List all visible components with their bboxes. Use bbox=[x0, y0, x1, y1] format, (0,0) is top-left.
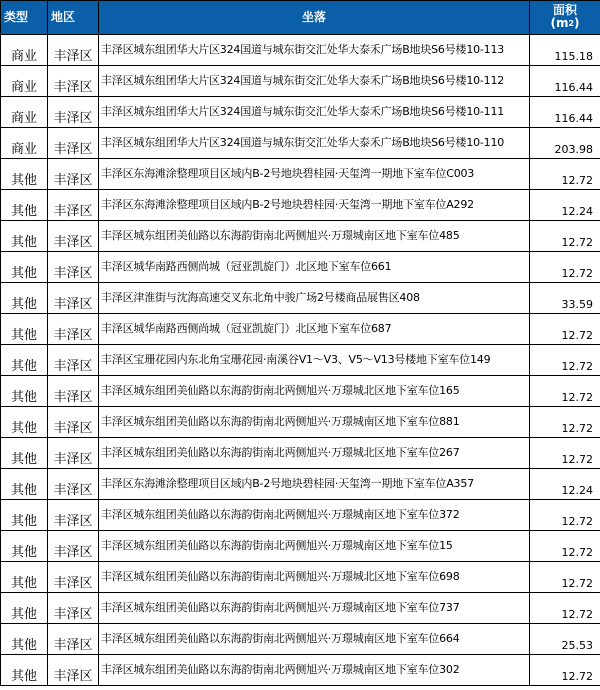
type-cell: 商业 bbox=[1, 35, 48, 66]
table-row[interactable] bbox=[1, 407, 600, 438]
district-cell: 丰泽区 bbox=[48, 314, 99, 345]
type-cell: 其他 bbox=[1, 159, 48, 190]
area-cell: 12.72 bbox=[530, 345, 600, 376]
area-cell: 12.72 bbox=[530, 500, 600, 531]
type-cell: 商业 bbox=[1, 66, 48, 97]
district-cell: 丰泽区 bbox=[48, 562, 99, 593]
column-header-area[interactable] bbox=[530, 1, 600, 35]
location-cell: 丰泽区津淮街与沈海高速交叉东北角中骏广场2号楼商品展售区408 bbox=[99, 283, 530, 314]
area-cell: 12.72 bbox=[530, 376, 600, 407]
area-cell: 12.72 bbox=[530, 159, 600, 190]
table-row[interactable] bbox=[1, 593, 600, 624]
area-header-line1: 面积 bbox=[552, 3, 577, 17]
table-row[interactable] bbox=[1, 252, 600, 283]
table-row[interactable] bbox=[1, 655, 600, 686]
location-cell: 丰泽区城东组团美仙路以东海韵街南北两侧旭兴·万璟城北区地下室车位165 bbox=[99, 376, 530, 407]
type-cell: 其他 bbox=[1, 531, 48, 562]
location-cell: 丰泽区东海滩涂整理项目区域内B-2号地块碧桂园·天玺湾一期地下室车位C003 bbox=[99, 159, 530, 190]
district-cell: 丰泽区 bbox=[48, 531, 99, 562]
area-cell: 33.59 bbox=[530, 283, 600, 314]
location-cell: 丰泽区城东组团华大片区324国道与城东街交汇处华大泰禾广场B地块S6号楼10-111 bbox=[99, 97, 530, 128]
location-cell: 丰泽区东海滩涂整理项目区域内B-2号地块碧桂园·天玺湾一期地下室车位A292 bbox=[99, 190, 530, 221]
table-row[interactable] bbox=[1, 128, 600, 159]
table-row[interactable] bbox=[1, 283, 600, 314]
location-cell: 丰泽区城东组团华大片区324国道与城东街交汇处华大泰禾广场B地块S6号楼10-112 bbox=[99, 66, 530, 97]
table-row[interactable] bbox=[1, 376, 600, 407]
area-header-line2 bbox=[530, 17, 600, 31]
table-row[interactable] bbox=[1, 314, 600, 345]
district-cell: 丰泽区 bbox=[48, 35, 99, 66]
area-cell: 25.53 bbox=[530, 624, 600, 655]
type-cell: 其他 bbox=[1, 407, 48, 438]
location-cell: 丰泽区城东组团美仙路以东海韵街南北两侧旭兴·万璟城南区地下室车位372 bbox=[99, 500, 530, 531]
district-cell: 丰泽区 bbox=[48, 221, 99, 252]
type-cell: 商业 bbox=[1, 97, 48, 128]
district-cell: 丰泽区 bbox=[48, 500, 99, 531]
table-row[interactable] bbox=[1, 624, 600, 655]
type-cell: 其他 bbox=[1, 283, 48, 314]
table-row[interactable] bbox=[1, 469, 600, 500]
type-cell: 其他 bbox=[1, 252, 48, 283]
table-row[interactable] bbox=[1, 438, 600, 469]
location-cell: 丰泽区城东组团华大片区324国道与城东街交汇处华大泰禾广场B地块S6号楼10-110 bbox=[99, 128, 530, 159]
location-cell: 丰泽区城华南路西侧尚城（冠亚凯旋门）北区地下室车位661 bbox=[99, 252, 530, 283]
type-cell: 其他 bbox=[1, 469, 48, 500]
district-cell: 丰泽区 bbox=[48, 469, 99, 500]
table-row[interactable] bbox=[1, 531, 600, 562]
area-cell: 12.72 bbox=[530, 562, 600, 593]
type-cell: 其他 bbox=[1, 562, 48, 593]
district-cell: 丰泽区 bbox=[48, 190, 99, 221]
table-row[interactable] bbox=[1, 500, 600, 531]
table-row[interactable] bbox=[1, 66, 600, 97]
location-cell: 丰泽区城东组团美仙路以东海韵街南北两侧旭兴·万璟城南区地下室车位737 bbox=[99, 593, 530, 624]
location-cell: 丰泽区东海滩涂整理项目区域内B-2号地块碧桂园·天玺湾一期地下室车位A357 bbox=[99, 469, 530, 500]
district-cell: 丰泽区 bbox=[48, 252, 99, 283]
area-cell: 115.18 bbox=[530, 35, 600, 66]
area-unit-open: (m bbox=[550, 16, 569, 30]
location-cell: 丰泽区宝珊花园内东北角宝珊花园·南溪谷V1～V3、V5～V13号楼地下室车位149 bbox=[99, 345, 530, 376]
table-row[interactable] bbox=[1, 562, 600, 593]
district-cell: 丰泽区 bbox=[48, 283, 99, 314]
table-row[interactable] bbox=[1, 221, 600, 252]
table-row[interactable] bbox=[1, 97, 600, 128]
table-header-row bbox=[1, 1, 600, 35]
location-cell: 丰泽区城东组团美仙路以东海韵街南北两侧旭兴·万璟城南区地下室车位881 bbox=[99, 407, 530, 438]
area-unit-sup: 2 bbox=[568, 19, 575, 28]
type-cell: 其他 bbox=[1, 314, 48, 345]
district-cell: 丰泽区 bbox=[48, 655, 99, 686]
location-cell: 丰泽区城东组团美仙路以东海韵街南北两侧旭兴·万璟城南区地下室车位485 bbox=[99, 221, 530, 252]
type-cell: 其他 bbox=[1, 345, 48, 376]
district-cell: 丰泽区 bbox=[48, 345, 99, 376]
district-cell: 丰泽区 bbox=[48, 128, 99, 159]
area-cell: 12.24 bbox=[530, 190, 600, 221]
area-unit-close: ) bbox=[574, 16, 580, 30]
location-cell: 丰泽区城东组团美仙路以东海韵街南北两侧旭兴·万璟城南区地下室车位302 bbox=[99, 655, 530, 686]
district-cell: 丰泽区 bbox=[48, 159, 99, 190]
table-row[interactable] bbox=[1, 190, 600, 221]
area-cell: 12.72 bbox=[530, 221, 600, 252]
location-cell: 丰泽区城东组团美仙路以东海韵街南北两侧旭兴·万璟城北区地下室车位698 bbox=[99, 562, 530, 593]
type-cell: 其他 bbox=[1, 190, 48, 221]
area-cell: 116.44 bbox=[530, 66, 600, 97]
location-cell: 丰泽区城东组团美仙路以东海韵街南北两侧旭兴·万璟城南区地下室车位664 bbox=[99, 624, 530, 655]
column-header-district[interactable]: 地区 bbox=[48, 1, 99, 35]
table-row[interactable] bbox=[1, 159, 600, 190]
area-cell: 12.72 bbox=[530, 531, 600, 562]
district-cell: 丰泽区 bbox=[48, 66, 99, 97]
type-cell: 其他 bbox=[1, 221, 48, 252]
location-cell: 丰泽区城东组团美仙路以东海韵街南北两侧旭兴·万璟城北区地下室车位267 bbox=[99, 438, 530, 469]
type-cell: 商业 bbox=[1, 128, 48, 159]
location-cell: 丰泽区城东组团美仙路以东海韵街南北两侧旭兴·万璟城南区地下室车位15 bbox=[99, 531, 530, 562]
area-cell: 12.72 bbox=[530, 438, 600, 469]
type-cell: 其他 bbox=[1, 624, 48, 655]
area-cell: 12.72 bbox=[530, 407, 600, 438]
area-cell: 12.72 bbox=[530, 655, 600, 686]
column-header-type[interactable]: 类型 bbox=[1, 1, 48, 35]
district-cell: 丰泽区 bbox=[48, 376, 99, 407]
area-cell: 12.24 bbox=[530, 469, 600, 500]
district-cell: 丰泽区 bbox=[48, 97, 99, 128]
district-cell: 丰泽区 bbox=[48, 407, 99, 438]
area-cell: 12.72 bbox=[530, 314, 600, 345]
type-cell: 其他 bbox=[1, 593, 48, 624]
location-cell: 丰泽区城东组团华大片区324国道与城东街交汇处华大泰禾广场B地块S6号楼10-113 bbox=[99, 35, 530, 66]
type-cell: 其他 bbox=[1, 438, 48, 469]
area-cell: 12.72 bbox=[530, 593, 600, 624]
district-cell: 丰泽区 bbox=[48, 593, 99, 624]
column-header-location[interactable]: 坐落 bbox=[99, 1, 530, 35]
type-cell: 其他 bbox=[1, 655, 48, 686]
location-cell: 丰泽区城华南路西侧尚城（冠亚凯旋门）北区地下室车位687 bbox=[99, 314, 530, 345]
table-row[interactable] bbox=[1, 345, 600, 376]
type-cell: 其他 bbox=[1, 500, 48, 531]
area-cell: 116.44 bbox=[530, 97, 600, 128]
table-row[interactable] bbox=[1, 35, 600, 66]
area-cell: 12.72 bbox=[530, 252, 600, 283]
district-cell: 丰泽区 bbox=[48, 624, 99, 655]
type-cell: 其他 bbox=[1, 376, 48, 407]
area-cell: 203.98 bbox=[530, 128, 600, 159]
district-cell: 丰泽区 bbox=[48, 438, 99, 469]
